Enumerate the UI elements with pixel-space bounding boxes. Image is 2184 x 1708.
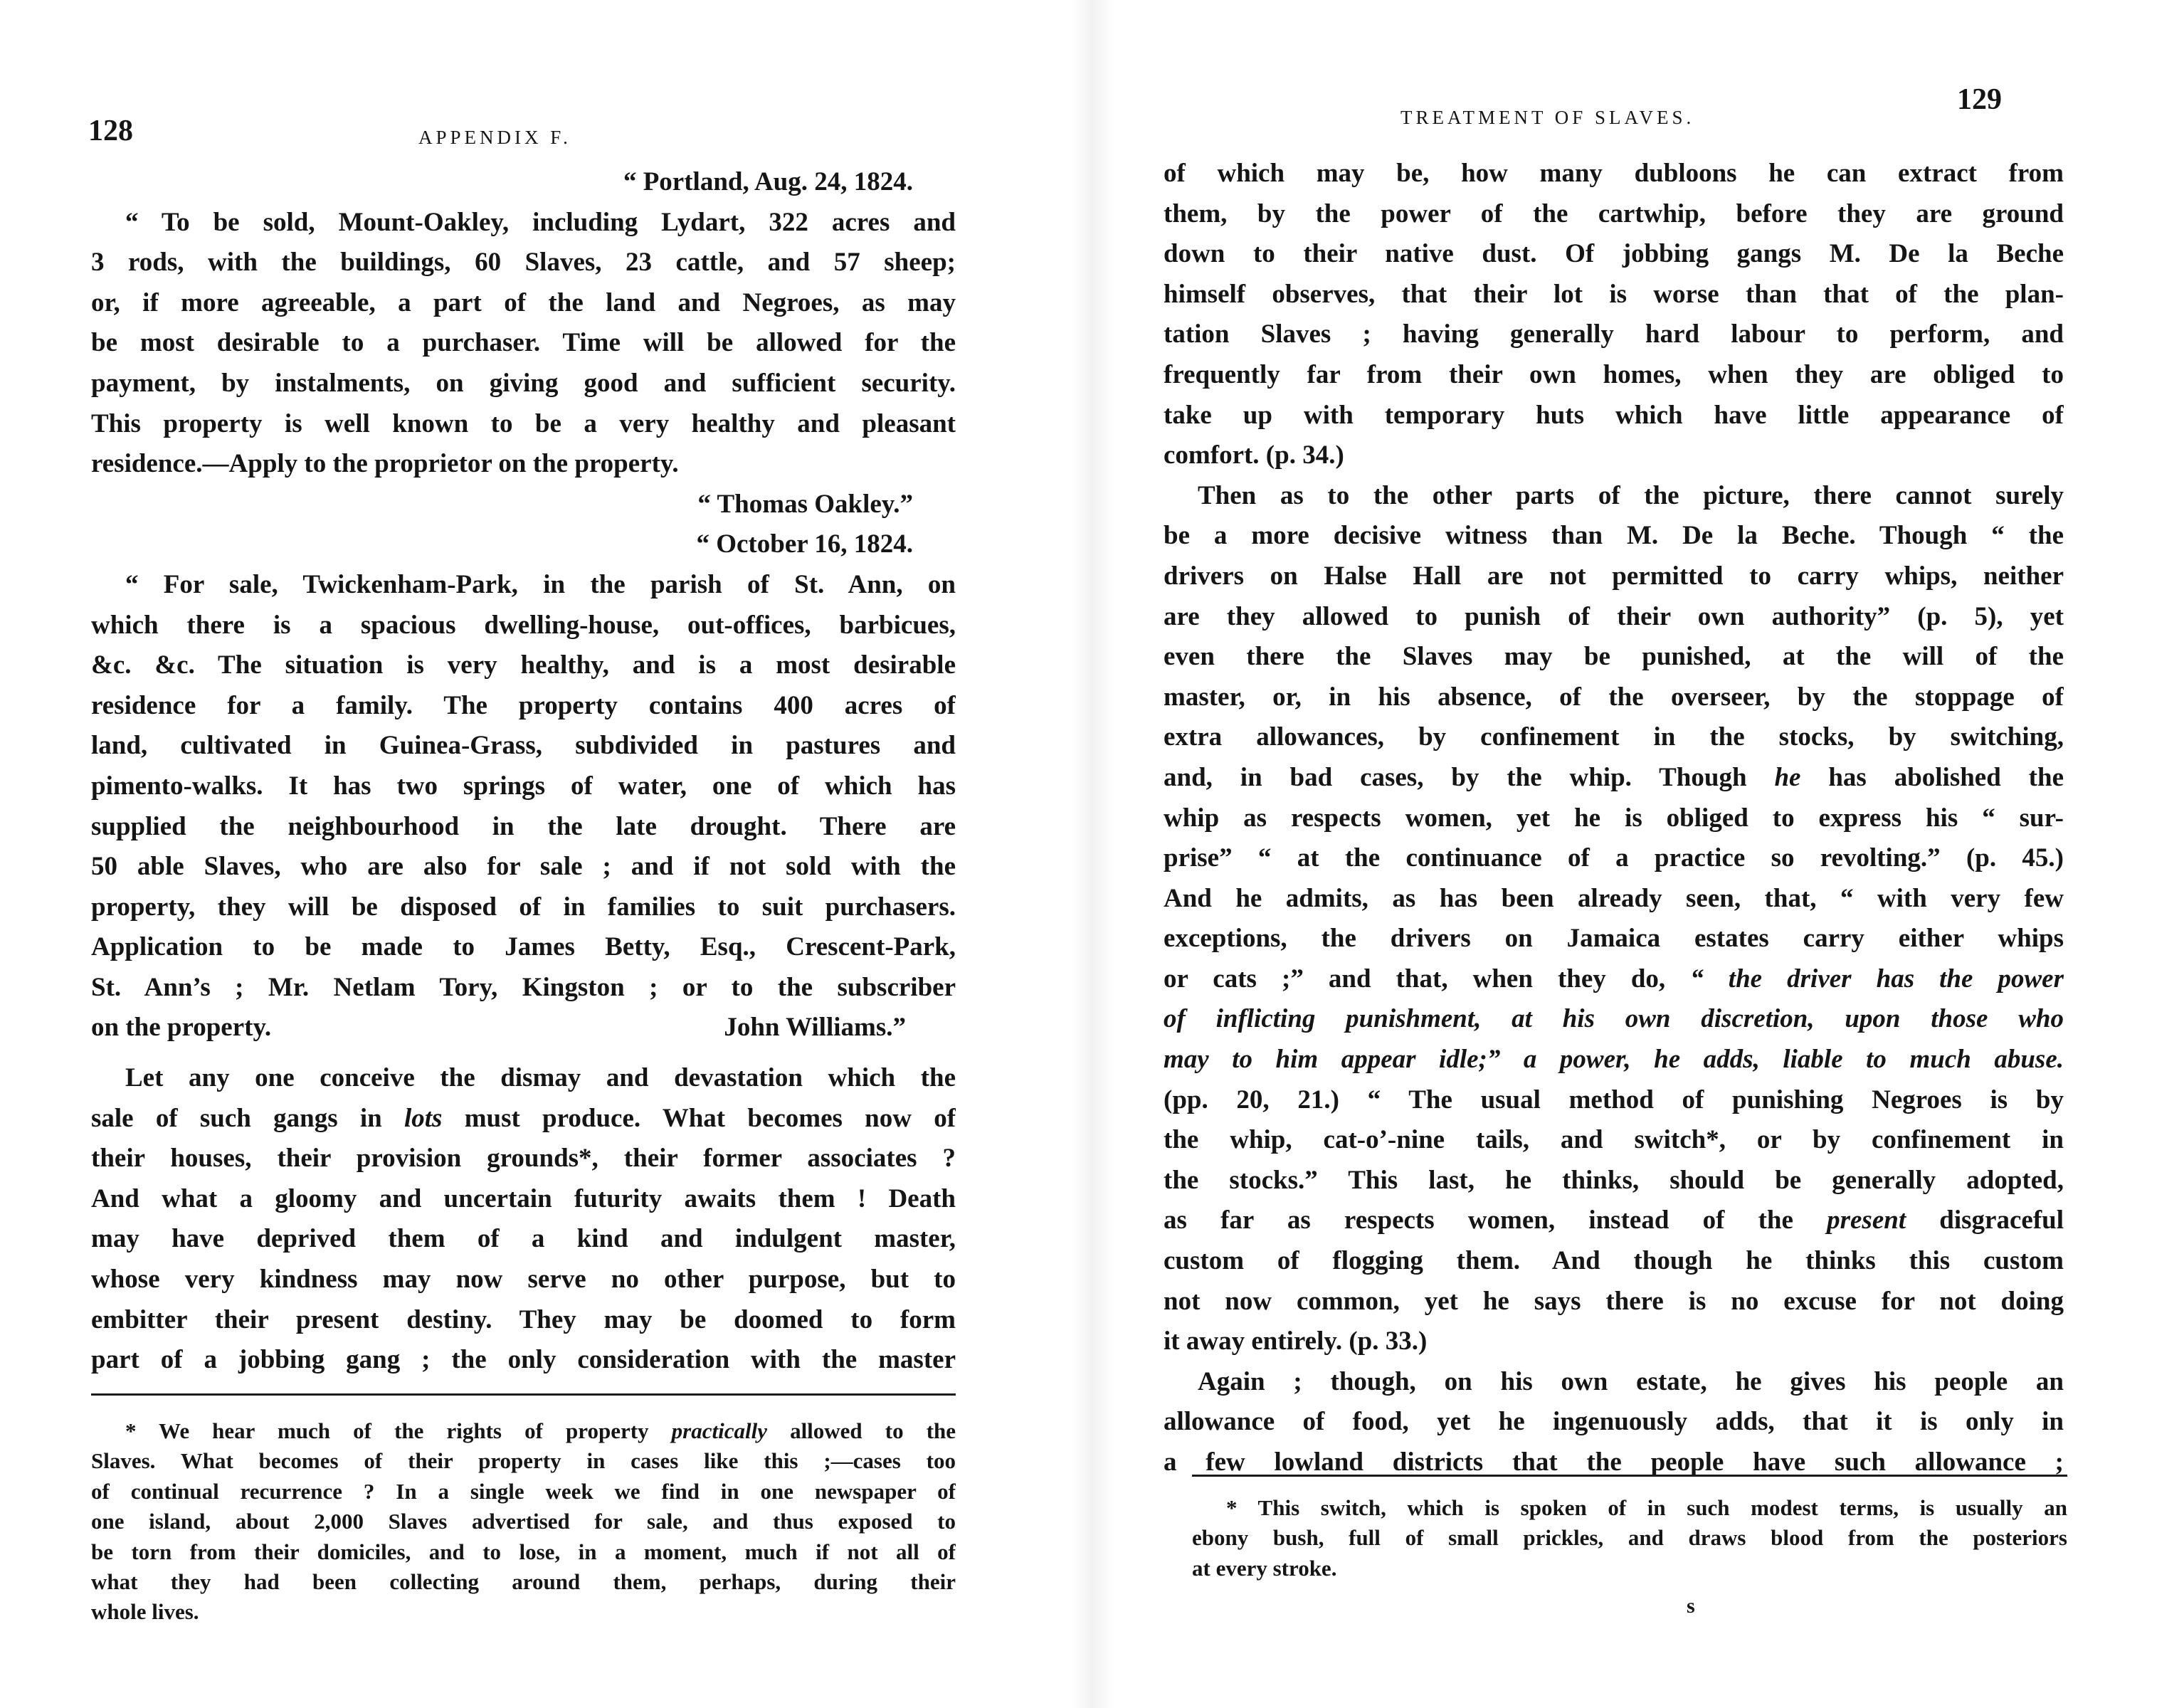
text-line: supplied the neighbourhood in the late drought. There are (91, 811, 956, 841)
italic-text: practically (671, 1418, 767, 1443)
italic-text: of inflicting punishment, at his own discretion, upon those who (1164, 1004, 2064, 1034)
printer-signature-mark: s (1687, 1594, 1695, 1618)
italic-text: may to him appear idle;” a power, he adds, liable to much abuse. (1164, 1045, 2064, 1075)
text-line: Application to be made to James Betty, Esq., Crescent-Park, (91, 932, 956, 962)
text-line: &c. &c. The situation is very healthy, and is a most desirable (91, 650, 956, 680)
text-line: 50 able Slaves, who are also for sale ; and if not sold with the (91, 852, 956, 882)
text-fragment: on the property. (91, 1013, 272, 1043)
text-line: residence.—Apply to the proprietor on the property. (91, 449, 679, 479)
running-head-right: TREATMENT OF SLAVES. (1400, 107, 1695, 128)
text-line: are they allowed to punish of their own authority” (p. 5), yet (1164, 601, 2064, 631)
text-line (1164, 1201, 2064, 1241)
text-line: himself observes, that their lot is worse than that of the plan- (1164, 279, 2064, 309)
text-line: a few lowland districts that the people have such allowance ; (1164, 1448, 2064, 1477)
italic-text: he (1774, 762, 1801, 792)
footnote-line: one island, about 2,000 Slaves advertised for sale, and thus exposed to (91, 1509, 956, 1534)
text-line (91, 1099, 956, 1139)
right-page (1096, 0, 2184, 1708)
text-line: exceptions, the drivers on Jamaica estates carry either whips (1164, 924, 2064, 954)
text-line (1164, 999, 2064, 1040)
text-line: the stocks.” This last, he thinks, should be generally adopted, (1164, 1165, 2064, 1195)
text-line: take up with temporary huts which have little appearance of (1164, 400, 2064, 430)
text-line: 3 rods, with the buildings, 60 Slaves, 23 cattle, and 57 sheep; (91, 248, 956, 278)
text-line: them, by the power of the cartwhip, before they are ground (1164, 199, 2064, 228)
text-line: even there the Slaves may be punished, at the will of the (1164, 642, 2064, 672)
text-fragment: has abolished the (1828, 762, 2064, 792)
text-fragment: * We hear much of the rights of property (125, 1418, 649, 1443)
text-line: be a more decisive witness than M. De la Beche. Though “ the (1164, 521, 2064, 551)
footnote-line: whole lives. (91, 1599, 199, 1625)
text-line: of which may be, how many dubloons he can extract from (1164, 159, 2064, 188)
text-line: Then as to the other parts of the picture, there cannot surely (1198, 480, 2064, 510)
footnote-line: what they had been collecting around them, perhaps, during their (91, 1569, 956, 1594)
text-line: prise” “ at the continuance of a practice so revolting.” (p. 45.) (1164, 843, 2064, 873)
text-fragment: sale of such gangs in (91, 1103, 382, 1133)
text-line: it away entirely. (p. 33.) (1164, 1327, 1428, 1356)
footnote-line: Slaves. What becomes of their property in cases like this ;—cases too (91, 1448, 956, 1474)
text-fragment: must produce. What becomes now of (464, 1103, 956, 1133)
text-line (1164, 1040, 2064, 1080)
signature: John Williams.” (724, 1013, 906, 1043)
text-fragment: and, in bad cases, by the whip. Though (1164, 762, 1747, 792)
text-line: which there is a spacious dwelling-house, out-offices, barbicues, (91, 610, 956, 640)
footnote-line: of continual recurrence ? In a single week we find in one newspaper of (91, 1478, 956, 1504)
text-line: allowance of food, yet he ingenuously adds, that it is only in (1164, 1407, 2064, 1437)
text-line: custom of flogging them. And though he thinks this custom (1164, 1246, 2064, 1276)
text-line: (pp. 20, 21.) “ The usual method of punishing Negroes is by (1164, 1085, 2064, 1114)
dateline: “ Portland, Aug. 24, 1824. (623, 167, 913, 196)
right-main-text (1164, 154, 2064, 1483)
text-line: the whip, cat-o’-nine tails, and switch*, or by confinement in (1164, 1125, 2064, 1155)
footnote-rule (1192, 1475, 2067, 1477)
text-line: payment, by instalments, on giving good and sufficient security. (91, 368, 956, 398)
footnote-line: ebony bush, full of small prickles, and draws blood from the posteriors (1192, 1525, 2067, 1551)
text-line: residence for a family. The property contains 400 acres of (91, 690, 956, 720)
italic-text: present (1827, 1206, 1906, 1235)
footnote-line (91, 1416, 956, 1446)
text-line: Let any one conceive the dismay and devastation which the (125, 1063, 956, 1093)
text-line: or, if more agreeable, a part of the land and Negroes, as may (91, 288, 956, 317)
signature: “ Thomas Oakley.” (697, 489, 913, 519)
left-page (0, 0, 1082, 1708)
left-main-text (91, 162, 956, 1381)
text-line: part of a jobbing gang ; the only consideration with the master (91, 1345, 956, 1375)
text-line: comfort. (p. 34.) (1164, 441, 1344, 470)
text-line: Again ; though, on his own estate, he gives his people an (1198, 1366, 2064, 1396)
text-line: St. Ann’s ; Mr. Netlam Tory, Kingston ; or to the subscriber (91, 972, 956, 1002)
footnote-line: at every stroke. (1192, 1555, 1337, 1581)
text-line: frequently far from their own homes, when they are obliged to (1164, 359, 2064, 389)
page-number-left: 128 (88, 115, 133, 147)
text-line: tation Slaves ; having generally hard labour to perform, and (1164, 320, 2064, 349)
text-line: property, they will be disposed of in families to suit purchasers. (91, 892, 956, 922)
text-line: And he admits, as has been already seen, that, “ with very few (1164, 883, 2064, 913)
text-line: not now common, yet he says there is no excuse for not doing (1164, 1286, 2064, 1316)
footnote-rule (91, 1393, 956, 1396)
italic-text: lots (403, 1103, 443, 1133)
text-line: their houses, their provision grounds*, their former associates ? (91, 1144, 956, 1174)
text-line: “ To be sold, Mount-Oakley, including Lydart, 322 acres and (125, 207, 956, 237)
right-footnote (1192, 1493, 2067, 1583)
text-fragment: as far as respects women, instead of the (1164, 1206, 1793, 1235)
text-line (1164, 959, 2064, 1000)
text-line: This property is well known to be a very healthy and pleasant (91, 408, 956, 438)
italic-text: “ the driver has the power (1690, 964, 2064, 993)
text-line: master, or, in his absence, of the overseer, by the stoppage of (1164, 682, 2064, 712)
text-line: may have deprived them of a kind and indulgent master, (91, 1224, 956, 1254)
text-line: whose very kindness may now serve no other purpose, but to (91, 1265, 956, 1295)
text-fragment: allowed to the (790, 1418, 956, 1443)
footnote-line: be torn from their domiciles, and to lose, in a moment, much if not all of (91, 1539, 956, 1564)
text-line: whip as respects women, yet he is obliged to express his “ sur- (1164, 803, 2064, 833)
page-number-right: 129 (1957, 83, 2002, 116)
dateline: “ October 16, 1824. (696, 529, 913, 559)
text-line: drivers on Halse Hall are not permitted to carry whips, neither (1164, 561, 2064, 591)
text-line: embitter their present destiny. They may be doomed to form (91, 1304, 956, 1334)
text-line: “ For sale, Twickenham-Park, in the parish of St. Ann, on (125, 569, 956, 599)
text-line: down to their native dust. Of jobbing gangs M. De la Beche (1164, 239, 2064, 269)
left-footnote (91, 1416, 956, 1628)
text-line: extra allowances, by confinement in the stocks, by switching, (1164, 722, 2064, 752)
text-line (91, 1008, 956, 1048)
running-head-left: APPENDIX F. (418, 127, 571, 148)
text-line: And what a gloomy and uncertain futurity awaits them ! Death (91, 1184, 956, 1213)
footnote-line: * This switch, which is spoken of in such modest terms, is usually an (1226, 1495, 2067, 1520)
text-line: pimento-walks. It has two springs of water, one of which has (91, 771, 956, 801)
text-line (1164, 758, 2064, 798)
text-fragment: or cats ;” and that, when they do, (1164, 964, 1666, 993)
text-line: land, cultivated in Guinea-Grass, subdivided in pastures and (91, 731, 956, 761)
text-fragment: disgraceful (1939, 1206, 2064, 1235)
text-line: be most desirable to a purchaser. Time will be allowed for the (91, 328, 956, 358)
